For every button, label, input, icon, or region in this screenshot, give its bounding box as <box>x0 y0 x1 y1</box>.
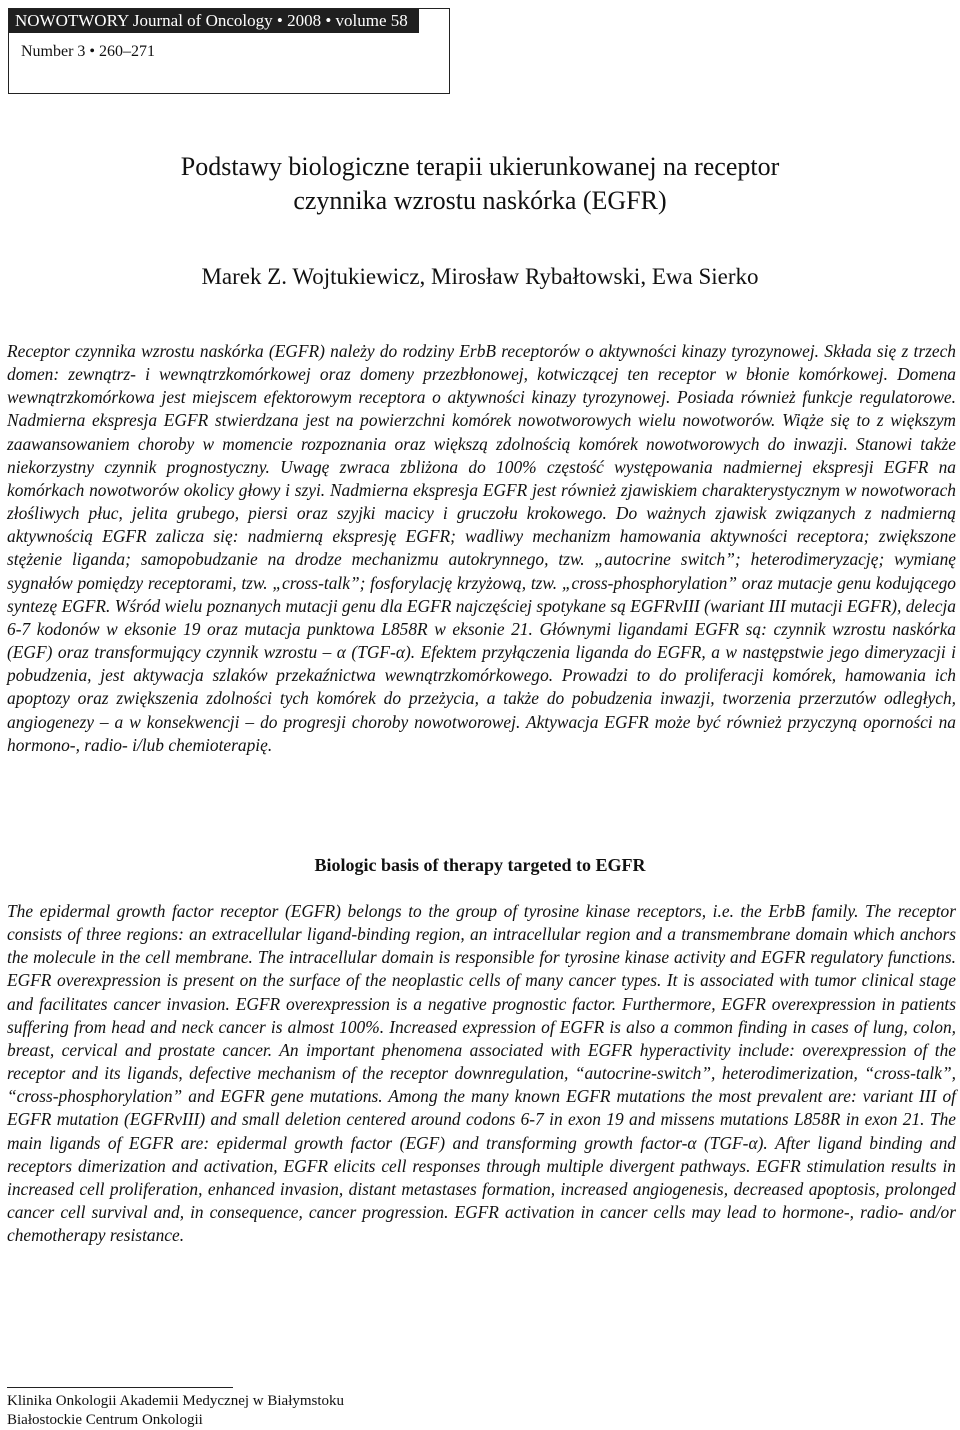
article-title <box>60 150 900 218</box>
english-abstract-heading: Biologic basis of therapy targeted to EGFR <box>314 855 646 875</box>
affiliation-line-1: Klinika Onkologii Akademii Medycznej w Białymstoku <box>7 1393 345 1409</box>
author-affiliations <box>7 1392 344 1430</box>
abstract-polish: Receptor czynnika wzrostu naskórka (EGFR) należy do rodziny ErbB receptorów o aktywności kinazy tyrozynowej. Składa się z trzech domen: zewnątrz- i wewnątrzkomórkowej oraz domeny przezbłonowej, kotwiczącej ten receptor w błonie komórkowej. Domena wewnątrzkomórkowa jest miejscem efektorowym receptora o aktywności kinazy tyrozynowej. Posiada również funkcje regulatorowe. Nadmierna ekspresja EGFR stwierdzana jest na powierzchni komórek nowotworowych wielu nowotworów. Wiąże się to z większym zaawansowaniem choroby w momencie rozpoznania oraz większą zdolnością komórek nowotworowych do inwazji. Stanowi także niekorzystny czynnik prognostyczny. Uwagę zwraca zbliżona do 100% częstość występowania nadmiernej ekspresji EGFR na komórkach nowotworów okolicy głowy i szyi. Nadmierna ekspresja EGFR jest również zjawiskiem charakterystycznym w nowotworach złośliwych płuc, jelita grubego, piersi oraz szyjki macicy i gruczołu krokowego. Do ważnych zjawisk związanych z nadmierną aktywnością EGFR zalicza się: nadmierną ekspresję EGFR; wadliwy mechanizm hamowania aktywności receptora; zwiększone stężenie liganda; samopobudzanie na drodze mechanizmu autokrynnego, tzw. „autocrine switch”; heterodimeryzację; wymianę sygnałów pomiędzy receptorami, tzw. „cross-talk”; fosforylację krzyżową, tzw. „cross-phosphorylation” oraz mutacje genu kodującego syntezę EGFR. Wśród wielu poznanych mutacji genu dla EGFR najczęściej spotykane są EGFRvIII (wariant III mutacji EGFR), delecja 6-7 kodonów w eksonie 19 oraz mutacja punktowa L858R w eksonie 21. Głównymi ligandami EGFR są: czynnik wzrostu naskórka (EGF) oraz transformujący czynnik wzrostu – α (TGF-α). Efektem przyłączenia liganda do EGFR, a w następstwie jego dimeryzacji i pobudzenia, jest aktywacja szlaków przekaźnictwa wewnątrzkomórkowego. Prowadzi to do proliferacji komórek, hamowania ich apoptozy oraz zwiększenia zdolności tych komórek do przeżycia, a także do pobudzenia inwazji, tworzenia przerzutów odległych, angiogenezy – a w konsekwencji – do progresji choroby nowotworowej. Aktywacja EGFR może być również przyczyną oporności na hormono-, radio- i/lub chemioterapię. <box>7 341 956 755</box>
journal-header-box <box>8 8 450 94</box>
article-authors: Marek Z. Wojtukiewicz, Mirosław Rybałtowski, Ewa Sierko <box>201 264 759 289</box>
footnote-divider <box>7 1387 233 1388</box>
journal-name-band: NOWOTWORY Journal of Oncology • 2008 • volume 58 <box>9 9 419 33</box>
article-title-line-2: czynnika wzrostu naskórka (EGFR) <box>293 186 667 215</box>
abstract-english: The epidermal growth factor receptor (EGFR) belongs to the group of tyrosine kinase receptors, i.e. the ErbB family. The receptor consists of three regions: an extracellular ligand-binding region, an intracellular region and a transmembrane domain which anchors the molecule in the cell membrane. The intracellular domain is responsible for tyrosine kinase activity and EGFR regulatory functions. EGFR overexpression is present on the surface of the neoplastic cells of many cancer types. It is associated with tumor clinical stage and facilitates cancer invasion. EGFR overexpression is a negative prognostic factor. Furthermore, EGFR overexpression in patients suffering from head and neck cancer is almost 100%. Increased expression of EGFR is also a common finding in cases of lung, colon, breast, cervical and prostate cancer. An important phenomena associated with EGFR hyperactivity include: overexpression of the receptor and its ligands, defective mechanism of the receptor downregulation, “autocrine-switch”, heterodimerization, “cross-talk”, “cross-phosphorylation” and EGFR gene mutations. Among the many known EGFR mutations the most prevalent are: variant III of EGFR mutation (EGFRvIII) and small deletion centered around codons 6-7 in exon 19 and missens mutations L858R in exon 21. The main ligands of EGFR are: epidermal growth factor (EGF) and transforming growth factor-α (TGF-α). After ligand binding and receptors dimerization and activation, EGFR elicits cell responses through multiple divergent pathways. EGFR stimulation results in increased cell proliferation, enhanced invasion, distant metastases formation, increased angiogenesis, decreased apoptosis, prolonged cancer cell survival and, in consequence, cancer progression. EGFR activation in cancer cells may lead to hormone-, radio- and/or chemotherapy resistance. <box>7 901 956 1246</box>
article-title-line-1: Podstawy biologiczne terapii ukierunkowanej na receptor <box>180 152 780 181</box>
affiliation-line-2: Białostockie Centrum Onkologii <box>7 1412 203 1428</box>
journal-issue-info: Number 3 • 260–271 <box>21 43 156 60</box>
